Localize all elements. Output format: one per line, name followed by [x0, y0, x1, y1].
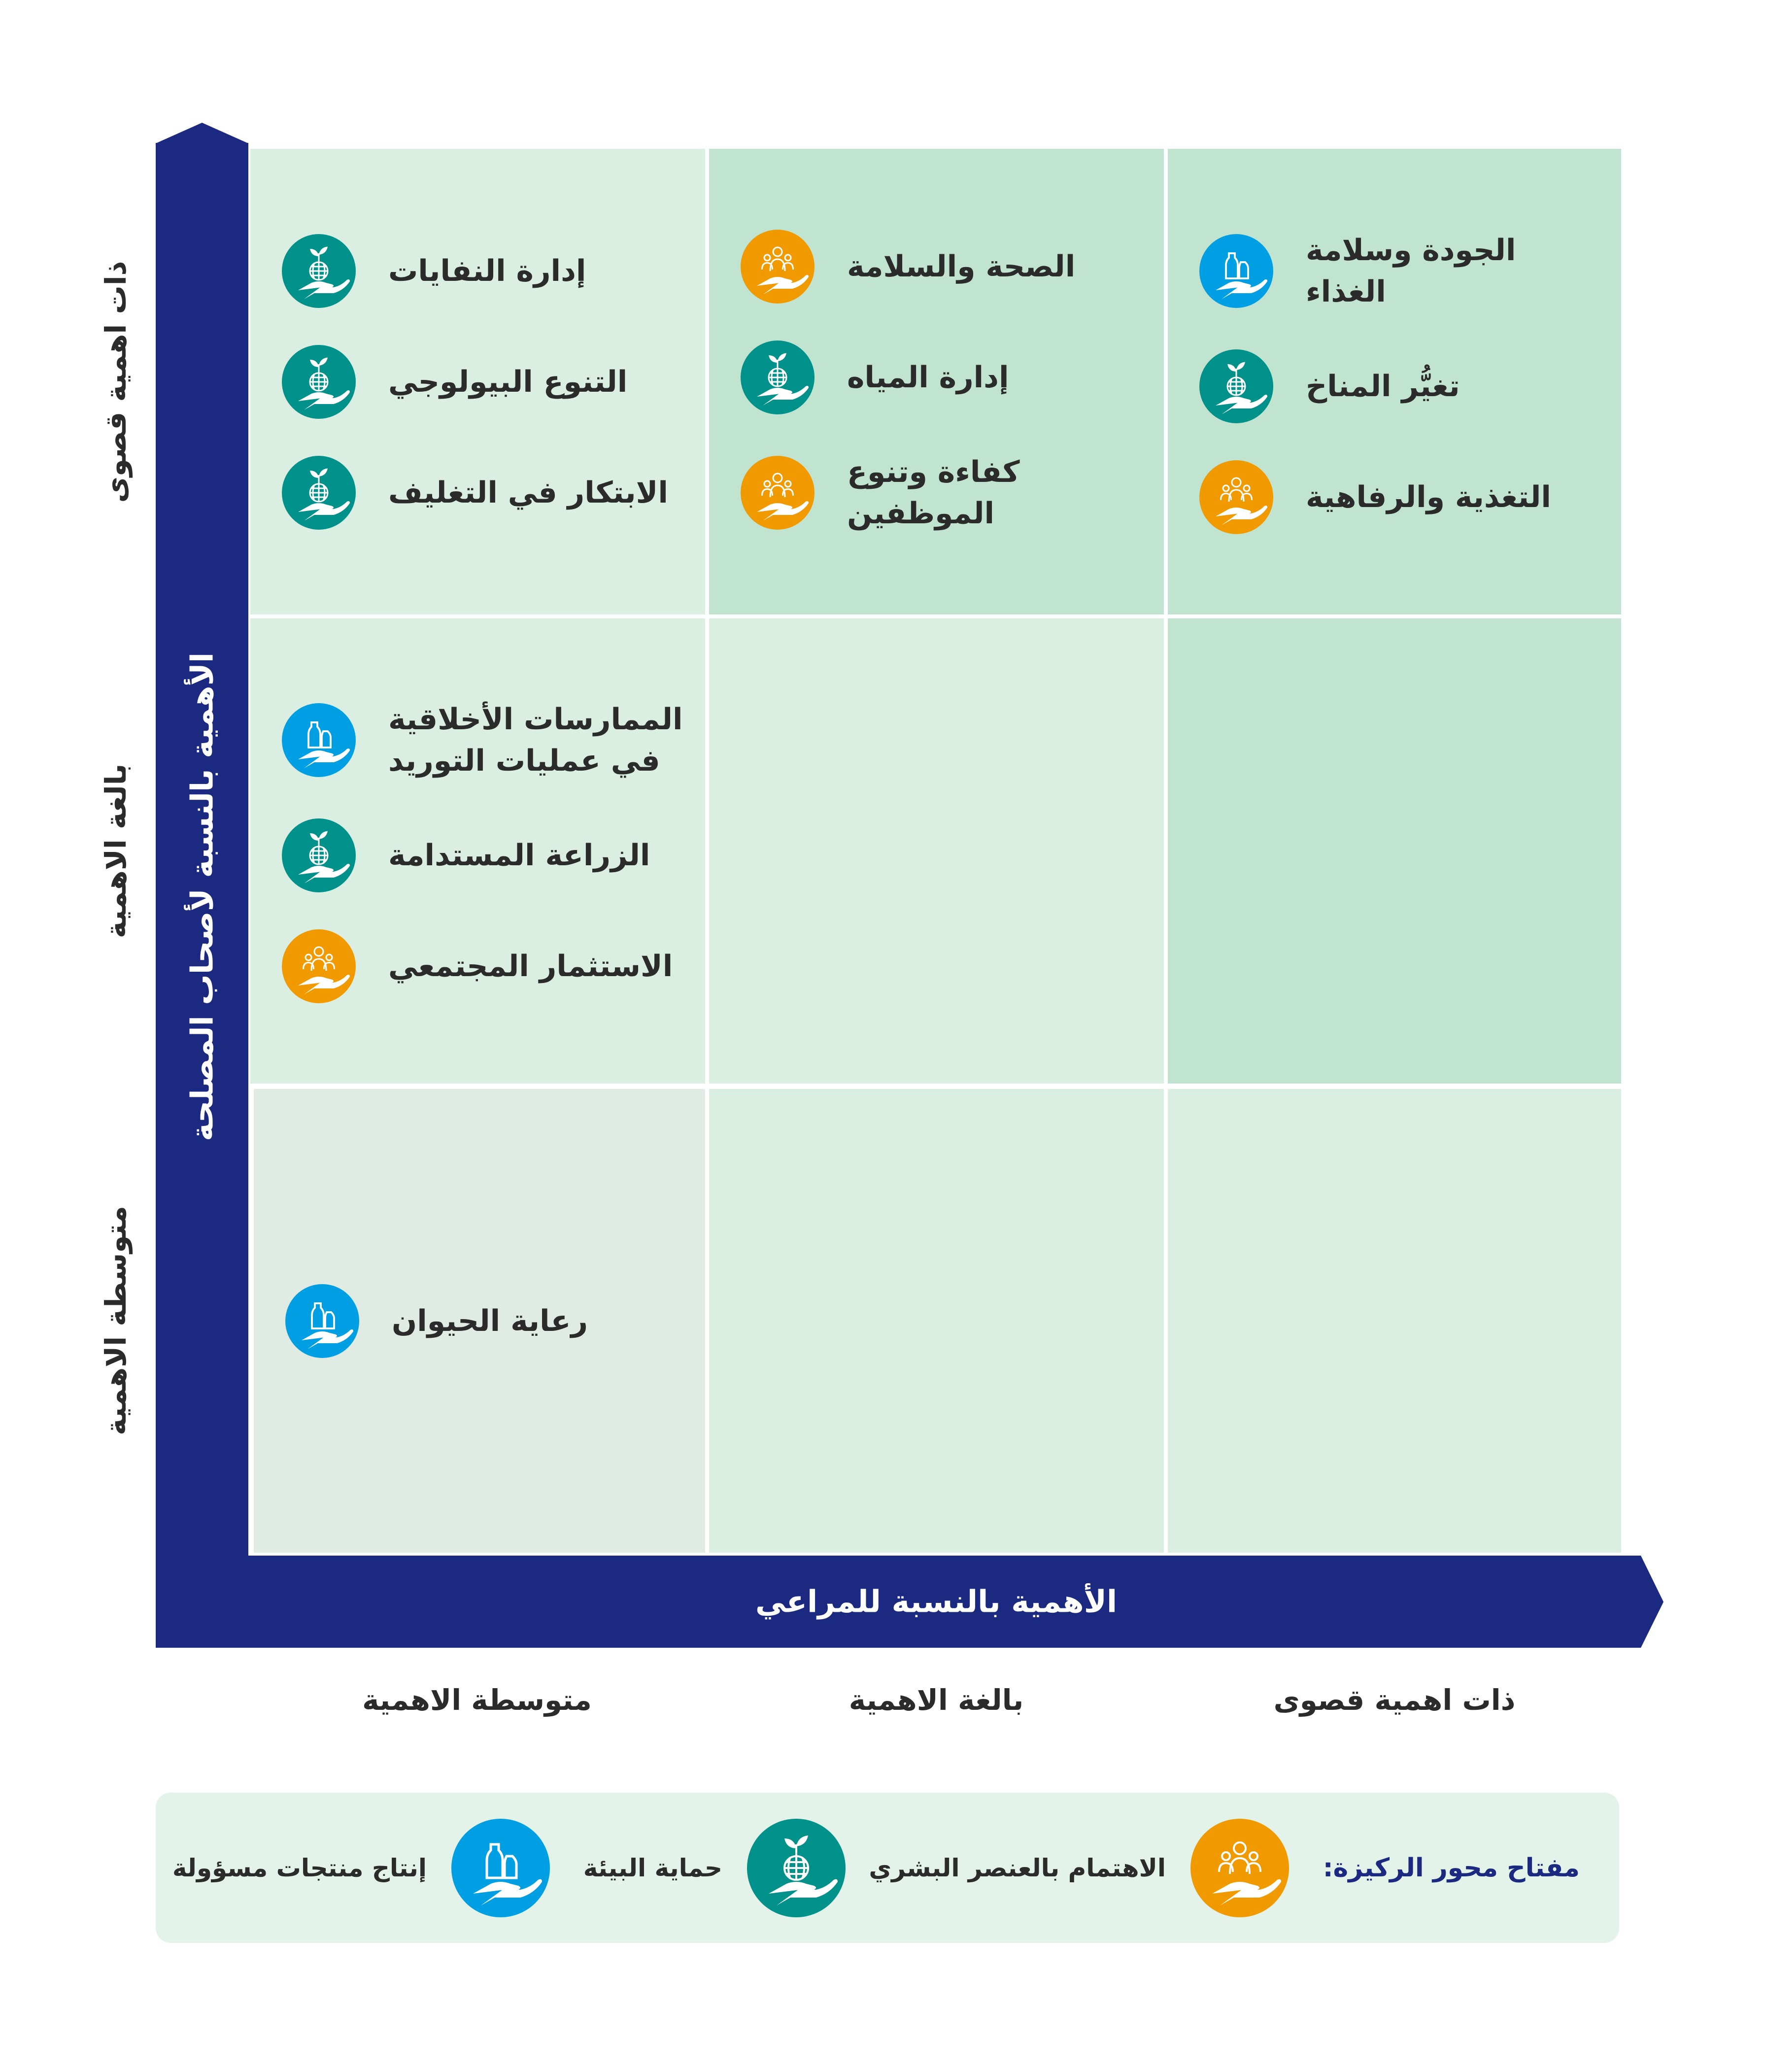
cell-mid-left [250, 618, 705, 1084]
topic-label: الاستثمار المجتمعي [388, 949, 673, 984]
cell-mid-mid [709, 618, 1164, 1084]
topic-label: الممارسات الأخلاقية في عمليات التوريد [388, 702, 683, 778]
topic-label: إدارة النفايات [388, 253, 586, 288]
human-care-icon [1199, 460, 1273, 534]
products-bottles-icon [282, 703, 356, 777]
legend-key-label: مفتاح محور الركيزة: [1323, 1853, 1580, 1883]
topic-item [741, 451, 1164, 534]
topic-item [282, 929, 705, 1003]
col-label-highest: ذات اهمية قصوى [1273, 1683, 1516, 1717]
legend-label: حماية البيئة [583, 1853, 722, 1882]
cell-bottom-left [254, 1089, 705, 1553]
x-axis-arrow-head [1641, 1556, 1664, 1648]
y-axis-arrow-head [156, 123, 248, 143]
environment-globe-icon [747, 1819, 846, 1917]
topic-label: التنوع البيولوجي [388, 364, 628, 399]
topic-item [1199, 230, 1621, 312]
topic-label: الزراعة المستدامة [388, 838, 650, 873]
legend-label: الاهتمام بالعنصر البشري [869, 1853, 1166, 1882]
x-axis-title: الأهمية بالنسبة للمراعي [755, 1583, 1118, 1620]
environment-globe-icon [741, 340, 815, 414]
cell-mid-right [1168, 618, 1621, 1084]
topic-item [1199, 460, 1621, 534]
human-care-icon [741, 456, 815, 530]
environment-globe-icon [282, 818, 356, 892]
y-axis-title: الأهمية بالنسبة لأصحاب المصلحة [184, 652, 220, 1141]
topic-label: كفاءة وتنوع الموظفين [847, 454, 1020, 531]
legend [156, 1793, 1619, 1943]
legend-label: إنتاج منتجات مسؤولة [172, 1853, 427, 1882]
cell-bottom-mid [709, 1089, 1164, 1553]
col-label-medium: متوسطة الاهمية [362, 1683, 592, 1717]
environment-globe-icon [282, 345, 356, 419]
cell-top-mid [709, 149, 1164, 614]
topic-item [1199, 349, 1621, 423]
topic-item [282, 699, 705, 781]
topic-item [282, 818, 705, 892]
topic-item [741, 230, 1164, 304]
environment-globe-icon [1199, 349, 1273, 423]
products-bottles-icon [285, 1284, 359, 1358]
topic-item [282, 234, 705, 308]
legend-item-human [869, 1819, 1289, 1917]
human-care-icon [282, 929, 356, 1003]
products-bottles-icon [1199, 234, 1273, 308]
topic-item [282, 345, 705, 419]
topic-item [741, 340, 1164, 414]
legend-item-products [172, 1819, 550, 1917]
topic-label: إدارة المياه [847, 360, 1009, 395]
topic-label: الجودة وسلامة الغذاء [1306, 233, 1516, 309]
cell-bottom-right [1168, 1089, 1621, 1553]
topic-item [285, 1284, 705, 1358]
topic-label: رعاية الحيوان [392, 1303, 588, 1338]
topic-label: التغذية والرفاهية [1306, 479, 1551, 514]
topic-label: الصحة والسلامة [847, 249, 1076, 284]
products-bottles-icon [451, 1819, 550, 1917]
topic-label: الابتكار في التغليف [388, 475, 668, 510]
row-label-highest: ذات اهمية قصوى [99, 261, 133, 503]
col-label-high: بالغة الاهمية [849, 1683, 1024, 1717]
environment-globe-icon [282, 456, 356, 530]
topic-item [282, 456, 705, 530]
human-care-icon [1190, 1819, 1289, 1917]
legend-item-environment [583, 1819, 846, 1917]
human-care-icon [741, 230, 815, 304]
topic-label: تغيُّر المناخ [1306, 369, 1460, 404]
cell-top-left [250, 149, 705, 614]
cell-top-right [1168, 149, 1621, 614]
row-label-medium: متوسطة الاهمية [99, 1206, 133, 1435]
row-label-high: بالغة الاهمية [99, 763, 133, 939]
environment-globe-icon [282, 234, 356, 308]
